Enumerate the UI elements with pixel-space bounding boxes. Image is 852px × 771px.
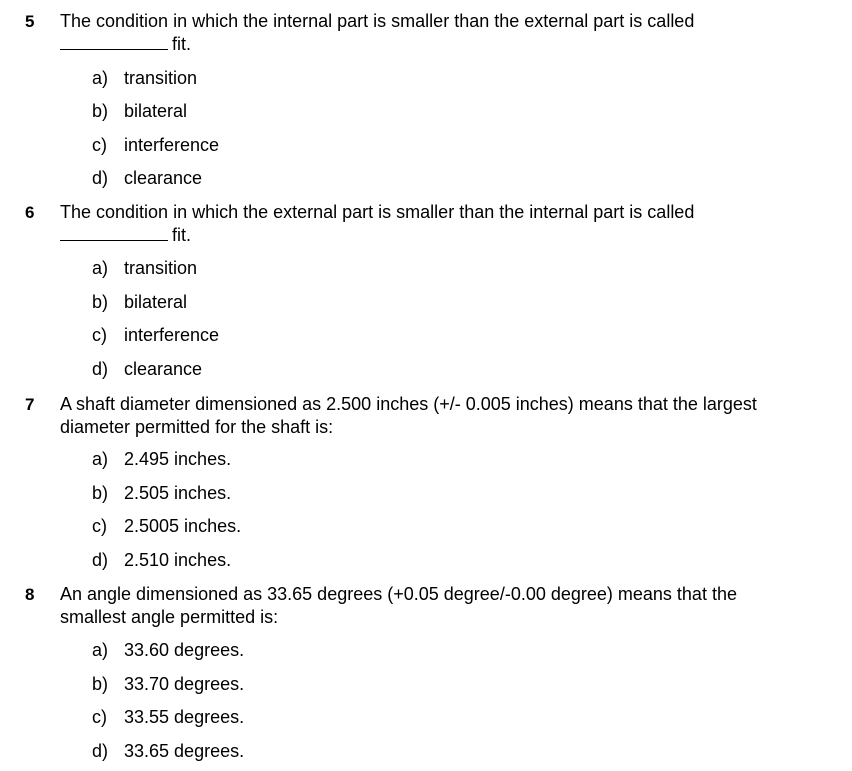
question-text: [60, 10, 845, 56]
option-letter: d): [92, 550, 109, 570]
option-5d[interactable]: [92, 167, 202, 190]
option-text: 2.510 inches.: [124, 550, 232, 570]
option-5a[interactable]: [92, 67, 197, 90]
question-line-2: [60, 224, 845, 247]
question-number: 7: [25, 395, 35, 414]
option-letter: d): [92, 168, 109, 188]
option-5c[interactable]: [92, 134, 219, 157]
option-text: clearance: [124, 359, 203, 379]
question-suffix: fit.: [172, 34, 192, 54]
option-text: 2.495 inches.: [124, 449, 232, 469]
question-text: [60, 393, 845, 439]
option-7d[interactable]: [92, 549, 231, 572]
question-line-1: The condition in which the internal part is smaller than the external part is called: [60, 11, 695, 31]
question-suffix: fit.: [172, 225, 192, 245]
option-text: interference: [124, 135, 220, 155]
option-letter: c): [92, 135, 107, 155]
option-text: 33.70 degrees.: [124, 674, 245, 694]
option-text: 33.55 degrees.: [124, 707, 245, 727]
question-line-1: A shaft diameter dimensioned as 2.500 inches (+/- 0.005 inches) means that the largest: [60, 394, 757, 414]
option-text: bilateral: [124, 292, 188, 312]
answer-blank: [60, 34, 168, 50]
option-text: bilateral: [124, 101, 188, 121]
option-8b[interactable]: [92, 673, 244, 696]
option-letter: b): [92, 674, 109, 694]
option-letter: b): [92, 101, 109, 121]
option-6d[interactable]: [92, 358, 202, 381]
option-text: clearance: [124, 168, 203, 188]
option-text: transition: [124, 258, 198, 278]
option-text: transition: [124, 68, 198, 88]
option-letter: a): [92, 640, 109, 660]
option-letter: a): [92, 258, 109, 278]
option-text: interference: [124, 325, 220, 345]
question-number: 5: [25, 12, 35, 31]
option-text: 2.5005 inches.: [124, 516, 242, 536]
option-text: 33.65 degrees.: [124, 741, 245, 761]
option-text: 33.60 degrees.: [124, 640, 245, 660]
option-letter: d): [92, 359, 109, 379]
option-6c[interactable]: [92, 324, 219, 347]
option-text: 2.505 inches.: [124, 483, 232, 503]
option-7b[interactable]: [92, 482, 231, 505]
option-letter: b): [92, 292, 109, 312]
option-6b[interactable]: [92, 291, 187, 314]
option-8c[interactable]: [92, 706, 244, 729]
option-letter: a): [92, 68, 109, 88]
option-8a[interactable]: [92, 639, 244, 662]
option-letter: a): [92, 449, 109, 469]
option-7c[interactable]: [92, 515, 241, 538]
question-text: [60, 201, 845, 247]
question-text: [60, 583, 845, 629]
option-letter: c): [92, 516, 107, 536]
question-line-2: diameter permitted for the shaft is:: [60, 417, 334, 437]
question-number: 6: [25, 203, 35, 222]
option-5b[interactable]: [92, 100, 187, 123]
option-8d[interactable]: [92, 740, 244, 763]
question-line-2: smallest angle permitted is:: [60, 607, 279, 627]
answer-blank: [60, 225, 168, 241]
option-letter: b): [92, 483, 109, 503]
option-letter: c): [92, 325, 107, 345]
question-line-2: [60, 33, 845, 56]
option-letter: d): [92, 741, 109, 761]
option-letter: c): [92, 707, 107, 727]
option-6a[interactable]: [92, 257, 197, 280]
question-line-1: An angle dimensioned as 33.65 degrees (+0.05 degree/-0.00 degree) means that the: [60, 584, 737, 604]
option-7a[interactable]: [92, 448, 231, 471]
question-number: 8: [25, 585, 35, 604]
question-line-1: The condition in which the external part is smaller than the internal part is called: [60, 202, 695, 222]
